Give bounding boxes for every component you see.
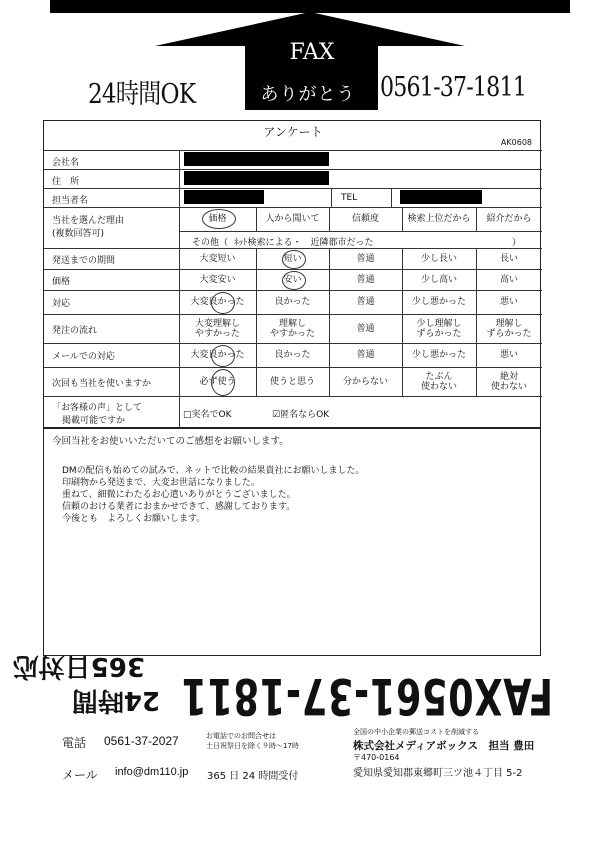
answer-option[interactable]: 大変安い — [199, 274, 236, 285]
other-label: その他（ — [192, 238, 229, 248]
answer-option[interactable]: 分からない — [342, 376, 388, 387]
answer-option[interactable]: 良かった — [274, 297, 311, 307]
answer-option[interactable]: 悪い — [499, 350, 518, 360]
answer-option[interactable]: 少し高い — [420, 274, 457, 285]
answer-option[interactable]: 大変良かった — [190, 350, 245, 360]
company-label: 会社名 — [52, 158, 80, 168]
banner-24h: 24時間 — [71, 685, 160, 715]
question-label: 価格 — [52, 276, 71, 287]
answer-option[interactable]: 大変良かった — [190, 297, 245, 307]
answer-option[interactable]: 普通 — [356, 323, 375, 334]
survey-title: アンケート — [263, 125, 323, 139]
phone-label: 電話 — [62, 736, 87, 750]
answer-option[interactable]: 少し長い — [420, 253, 457, 264]
comment-line: 今後とも よろしくお願いします。 — [62, 514, 206, 524]
company-name: 株式会社メディアボックス 担当 豊田 — [353, 740, 535, 752]
address-label: 住 所 — [52, 177, 80, 187]
answer-option[interactable]: 必ず使う — [199, 376, 236, 387]
answer-option[interactable]: 安い — [283, 274, 302, 285]
open-24h-text: 24時間OK — [88, 79, 196, 110]
fax-number: 0561-37-1811 — [380, 72, 526, 103]
question-label: メールでの対応 — [52, 352, 115, 362]
answer-circle — [211, 292, 235, 314]
answer-option[interactable]: 少し理解し ずらかった — [416, 318, 462, 339]
company-address: 愛知県愛知郡東郷町三ツ池４丁目 5-2 — [353, 768, 523, 779]
answer-option[interactable]: 短い — [283, 253, 302, 264]
question-label: 発注の流れ — [52, 325, 98, 336]
voice-label-2: 掲載可能ですか — [62, 416, 126, 426]
other-close: ） — [512, 238, 522, 248]
reason-option[interactable]: 検索上位だから — [407, 214, 471, 224]
fax-word: FAX — [289, 40, 335, 65]
tel-redaction — [400, 190, 482, 204]
reason-option[interactable]: 人から聞いて — [265, 214, 320, 224]
answer-option[interactable]: 良かった — [274, 350, 311, 360]
banner-fax-number: FAX0561-37-1811 — [180, 667, 553, 725]
question-label: 次回も当社を使いますか — [52, 378, 152, 389]
address-redaction — [184, 171, 329, 185]
answer-option[interactable]: 大変短い — [199, 253, 236, 264]
contact-label: 担当者名 — [52, 196, 89, 206]
answer-option[interactable]: 普通 — [356, 297, 375, 307]
voice-label: 「お客様の声」として — [52, 403, 143, 413]
reason-note: (複数回答可) — [52, 229, 105, 239]
answer-option[interactable]: 高い — [499, 274, 518, 285]
answer-option[interactable]: 絶対 使わない — [490, 371, 527, 392]
answer-option[interactable]: 長い — [499, 253, 518, 264]
reason-option[interactable]: 信頼度 — [351, 214, 379, 224]
mail-address[interactable]: info@dm110.jp — [115, 766, 189, 778]
phone-hours: 土日祝祭日を除く９時〜17時 — [206, 742, 299, 750]
answer-option[interactable]: 大変理解し やすかった — [194, 318, 240, 339]
answer-circle — [211, 369, 235, 396]
reason-option[interactable]: 価格 — [208, 214, 227, 224]
voice-anonymous-option[interactable]: ☑匿名ならOK — [272, 410, 330, 420]
reason-label: 当社を選んだ理由 — [52, 216, 125, 226]
answer-option[interactable]: 少し悪かった — [411, 350, 466, 360]
answer-option[interactable]: 普通 — [356, 274, 375, 285]
answer-option[interactable]: たぶん 使わない — [420, 371, 457, 392]
answer-option[interactable]: 普通 — [356, 350, 375, 360]
answer-option[interactable]: 悪い — [499, 297, 518, 307]
answer-option[interactable]: 少し悪かった — [411, 297, 466, 307]
question-label: 対応 — [52, 299, 71, 309]
mail-note: 365 日 24 時間受付 — [207, 771, 299, 782]
tagline: 全国の中小企業の郵送コストを削減する — [353, 728, 479, 736]
postal-code: 〒470-0164 — [353, 753, 400, 762]
comment-line: 印刷物から発送まで、大変お世話になりました。 — [62, 478, 260, 488]
contact-redaction — [184, 190, 264, 204]
phone-number[interactable]: 0561-37-2027 — [104, 734, 179, 748]
company-redaction — [184, 152, 329, 166]
thanks-text: ありがとう — [260, 84, 356, 105]
banner-365: 365日対応 — [12, 651, 145, 681]
answer-circle — [282, 271, 306, 290]
answer-circle — [282, 250, 306, 269]
answer-option[interactable]: 理解し ずらかった — [486, 318, 532, 339]
answer-option[interactable]: 普通 — [356, 253, 375, 264]
answer-option[interactable]: 理解し やすかった — [269, 318, 315, 339]
comment-line: 信頼のおける業者におまかせできて、感謝しております。 — [62, 502, 296, 512]
voice-real-name-option[interactable]: □実名でOK — [183, 410, 232, 420]
comments-box — [43, 428, 541, 656]
comment-line: DMの配信も始めての試みで、ネットで比較の結果貴社にお願いしました。 — [62, 466, 365, 476]
answer-circle — [211, 345, 235, 367]
comments-prompt: 今回当社をお使いいただいてのご感想をお願いします。 — [52, 436, 289, 447]
survey-form — [43, 120, 541, 428]
answer-option[interactable]: 使うと思う — [269, 376, 315, 387]
reason-option[interactable]: 紹介だから — [486, 214, 532, 224]
other-value: ﾈｯﾄ検索による・ 近隣都市だった — [234, 238, 374, 248]
answer-circle — [202, 209, 236, 229]
mail-label: メール — [62, 768, 98, 782]
upside-down-banner — [12, 651, 565, 725]
comment-line: 重ねて、細微にわたるお心遣いありがとうございました。 — [62, 490, 296, 500]
phone-note: お電話でのお問合せは — [206, 732, 276, 740]
tel-label: TEL — [341, 193, 358, 203]
question-label: 発送までの期間 — [52, 255, 116, 266]
survey-code: AK0608 — [500, 138, 532, 147]
